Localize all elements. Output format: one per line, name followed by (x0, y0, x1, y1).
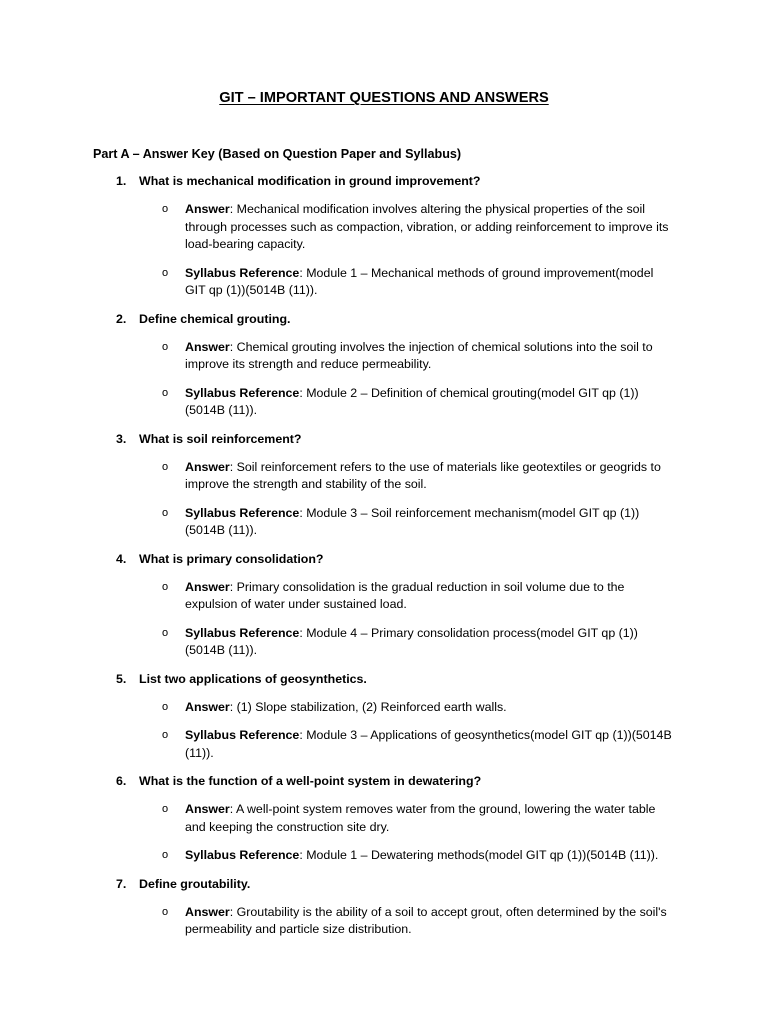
question-number: 3. (116, 431, 127, 446)
bullet-text: : Module 1 – Mechanical methods of ground improvement(model GIT qp (1))(5014B (11)). (185, 265, 654, 297)
question-text: What is the function of a well-point system in dewatering? (139, 774, 482, 788)
answer-bullets (0, 201, 768, 300)
bullet-label: Answer (185, 579, 230, 594)
answer-bullets (0, 579, 768, 660)
question-list (0, 173, 768, 950)
answer-bullet (0, 201, 768, 254)
question-number: 5. (116, 671, 127, 686)
bullet-marker-icon: o (162, 700, 169, 713)
question-item (0, 173, 768, 300)
bullet-label: Syllabus Reference (185, 385, 300, 400)
question-item (0, 551, 768, 660)
bullet-marker-icon: o (162, 203, 169, 215)
question-item (0, 311, 768, 420)
question-item (0, 773, 768, 865)
question-heading (0, 671, 768, 689)
syllabus-reference-bullet (0, 385, 768, 420)
bullet-marker-icon: o (162, 729, 169, 741)
answer-bullet (0, 459, 768, 494)
bullet-label: Answer (185, 904, 230, 919)
bullet-marker-icon: o (162, 266, 169, 279)
bullet-text: : Mechanical modification involves altering the physical properties of the soil through processes such as compaction, vibration, or adding reinforcement to improve its load-bearing capacity. (185, 202, 669, 251)
bullet-text: : Primary consolidation is the gradual reduction in soil volume due to the expulsion of water under sustained load. (185, 579, 625, 611)
syllabus-reference-bullet (0, 847, 768, 865)
bullet-marker-icon: o (162, 849, 169, 861)
answer-bullets (0, 459, 768, 540)
bullet-text: : Module 3 – Applications of geosynthetics(model GIT qp (1))(5014B (11)). (185, 728, 672, 760)
question-heading (0, 876, 768, 894)
question-text: Define groutability. (139, 876, 251, 891)
bullet-marker-icon: o (162, 626, 169, 639)
bullet-text: : (1) Slope stabilization, (2) Reinforced earth walls. (229, 699, 507, 714)
bullet-label: Syllabus Reference (185, 625, 300, 640)
question-number: 2. (116, 311, 127, 326)
question-item (0, 876, 768, 939)
bullet-label: Answer (185, 459, 230, 474)
bullet-marker-icon: o (162, 580, 169, 593)
answer-bullets (0, 339, 768, 420)
question-heading (0, 173, 768, 191)
bullet-marker-icon: o (162, 803, 169, 815)
question-text: What is soil reinforcement? (139, 431, 302, 446)
question-number: 6. (116, 774, 127, 788)
question-text: What is mechanical modification in ground improvement? (139, 174, 481, 188)
bullet-marker-icon: o (162, 506, 169, 519)
bullet-label: Answer (185, 339, 230, 354)
question-item (0, 431, 768, 540)
answer-bullet (0, 339, 768, 374)
question-number: 4. (116, 551, 127, 566)
answer-bullet (0, 904, 768, 939)
bullet-label: Syllabus Reference (185, 848, 300, 862)
bullet-marker-icon: o (162, 460, 169, 473)
bullet-label: Syllabus Reference (185, 728, 300, 742)
question-text: Define chemical grouting. (139, 311, 291, 326)
syllabus-reference-bullet (0, 265, 768, 300)
syllabus-reference-bullet (0, 505, 768, 540)
bullet-marker-icon: o (162, 340, 169, 353)
bullet-text: : Module 2 – Definition of chemical grouting(model GIT qp (1))(5014B (11)). (185, 385, 639, 417)
bullet-text: : Module 1 – Dewatering methods(model GIT qp (1))(5014B (11)). (299, 848, 659, 862)
question-item (0, 671, 768, 763)
question-number: 7. (116, 876, 127, 891)
question-heading (0, 551, 768, 569)
bullet-label: Syllabus Reference (185, 505, 300, 520)
bullet-text: : A well-point system removes water from the ground, lowering the water table and keeping the construction site dry. (185, 802, 656, 834)
question-heading (0, 773, 768, 791)
page-title: GIT – IMPORTANT QUESTIONS AND ANSWERS (219, 90, 549, 106)
syllabus-reference-bullet (0, 727, 768, 762)
question-heading (0, 431, 768, 449)
question-text: List two applications of geosynthetics. (139, 671, 367, 686)
answer-bullet (0, 579, 768, 614)
bullet-text: : Module 4 – Primary consolidation process(model GIT qp (1))(5014B (11)). (185, 625, 638, 657)
answer-bullets (0, 801, 768, 865)
bullet-marker-icon: o (162, 386, 169, 399)
bullet-text: : Groutability is the ability of a soil to accept grout, often determined by the soil's permeability and particle size distribution. (185, 904, 667, 936)
bullet-text: : Soil reinforcement refers to the use of materials like geotextiles or geogrids to improve the strength and stability of the soil. (185, 459, 661, 491)
question-text: What is primary consolidation? (139, 551, 324, 566)
bullet-text: : Chemical grouting involves the injection of chemical solutions into the soil to improve its strength and reduce permeability. (185, 339, 653, 371)
question-heading (0, 311, 768, 329)
bullet-label: Syllabus Reference (185, 265, 300, 280)
answer-bullet (0, 801, 768, 836)
answer-bullet (0, 699, 768, 717)
answer-bullets (0, 904, 768, 939)
bullet-text: : Module 3 – Soil reinforcement mechanism(model GIT qp (1))(5014B (11)). (185, 505, 640, 537)
syllabus-reference-bullet (0, 625, 768, 660)
bullet-label: Answer (185, 699, 230, 714)
bullet-marker-icon: o (162, 905, 169, 918)
answer-bullets (0, 699, 768, 763)
bullet-label: Answer (185, 802, 230, 816)
section-title: Part A – Answer Key (Based on Question Paper and Syllabus) (93, 147, 462, 161)
question-number: 1. (116, 174, 127, 188)
bullet-label: Answer (185, 202, 230, 216)
